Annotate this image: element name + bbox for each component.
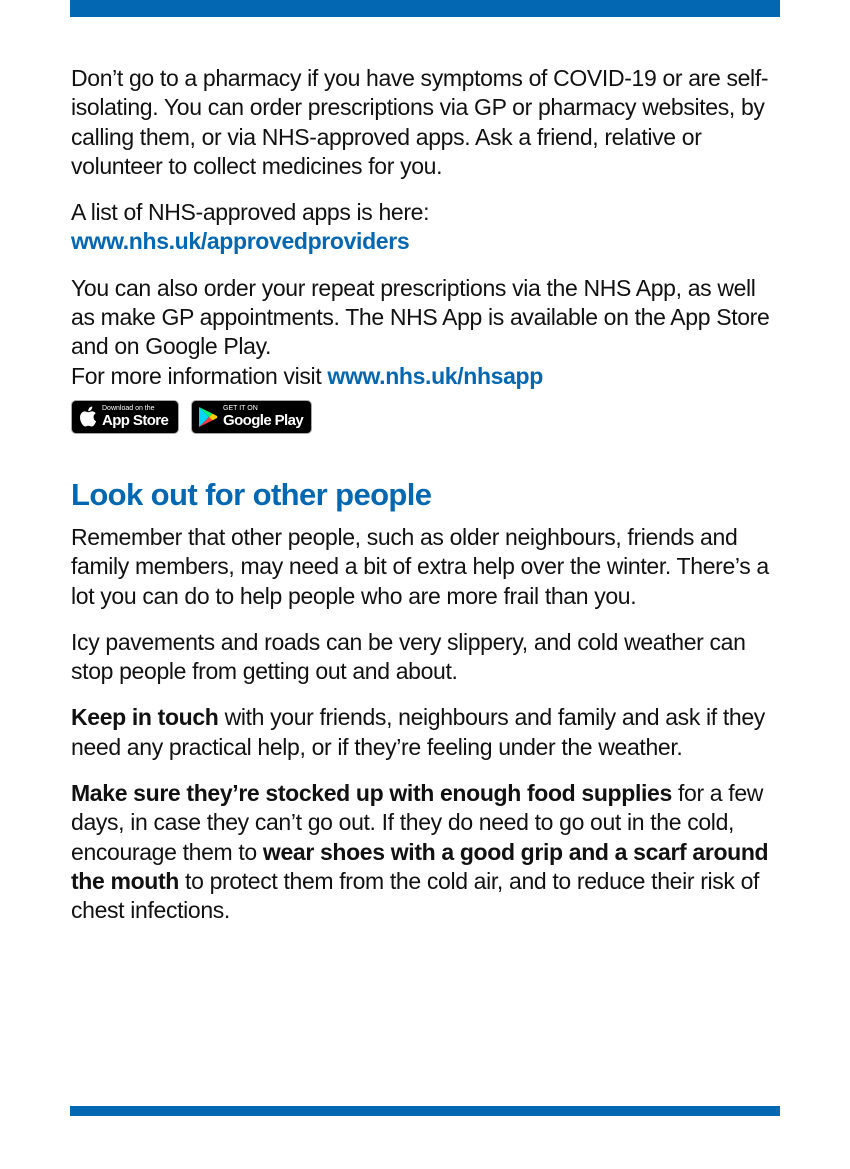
stocked-up-paragraph xyxy=(71,779,783,925)
pharmacy-text: Don’t go to a pharmacy if you have symptoms of COVID-19 or are self-isolating. You can order prescriptions via GP or pharmacy websites, by calling them, or via NHS-approved apps. Ask a friend, relative or volunteer to collect medicines for you. xyxy=(71,65,769,179)
google-play-small-text: GET IT ON xyxy=(223,405,258,413)
icy-paragraph xyxy=(71,628,783,687)
protect-text: to protect them from the cold air, and to reduce their risk of chest infections. xyxy=(71,867,760,924)
google-play-icon xyxy=(198,406,218,428)
remember-paragraph xyxy=(71,523,783,611)
bottom-blue-bar xyxy=(70,1106,780,1116)
nhs-app-link[interactable]: www.nhs.uk/nhsapp xyxy=(327,362,543,389)
app-store-big-text: App Store xyxy=(102,412,169,430)
app-store-badge[interactable] xyxy=(71,400,179,434)
shoes-scarf-bold: wear shoes with a good grip and a scarf around the mouth xyxy=(71,838,769,894)
top-blue-bar xyxy=(70,0,780,17)
page-content xyxy=(71,64,783,926)
nhs-app-text: You can also order your repeat prescriptions via the NHS App, as well as make GP appointments. The NHS App is available on the App Store and on Google Play. xyxy=(71,274,770,360)
stocked-up-text: for a few days, in case they can’t go out. If they do need to go out in the cold, encourage them to xyxy=(71,780,764,865)
pharmacy-paragraph xyxy=(71,64,783,181)
approved-apps-text: A list of NHS-approved apps is here: xyxy=(71,199,430,226)
section-heading: Look out for other people xyxy=(71,476,432,512)
google-play-big-text: Google Play xyxy=(223,412,304,430)
app-store-badge-text xyxy=(102,405,168,428)
keep-in-touch-text: with your friends, neighbours and family and ask if they need any practical help, or if they’re feeling under the weather. xyxy=(71,704,765,760)
google-play-badge-text xyxy=(223,405,303,428)
app-store-small-text: Download on the xyxy=(102,405,155,413)
keep-in-touch-bold: Keep in touch xyxy=(71,704,219,731)
google-play-badge[interactable] xyxy=(191,400,312,434)
stocked-up-bold: Make sure they’re stocked up with enough food supplies xyxy=(71,780,672,807)
remember-text: Remember that other people, such as older neighbours, friends and family members, may need a bit of extra help over the winter. There’s a lot you can do to help people who are more frail than you. xyxy=(71,523,769,609)
more-info-text: For more information visit xyxy=(71,362,322,389)
approved-providers-link[interactable]: www.nhs.uk/approvedproviders xyxy=(71,228,410,255)
icy-text: Icy pavements and roads can be very slippery, and cold weather can stop people from getting out and about. xyxy=(71,628,746,685)
apple-icon xyxy=(79,406,97,427)
nhs-app-paragraph xyxy=(71,274,783,391)
store-badges xyxy=(71,400,783,436)
approved-apps-paragraph xyxy=(71,198,783,257)
keep-in-touch-paragraph xyxy=(71,703,783,762)
